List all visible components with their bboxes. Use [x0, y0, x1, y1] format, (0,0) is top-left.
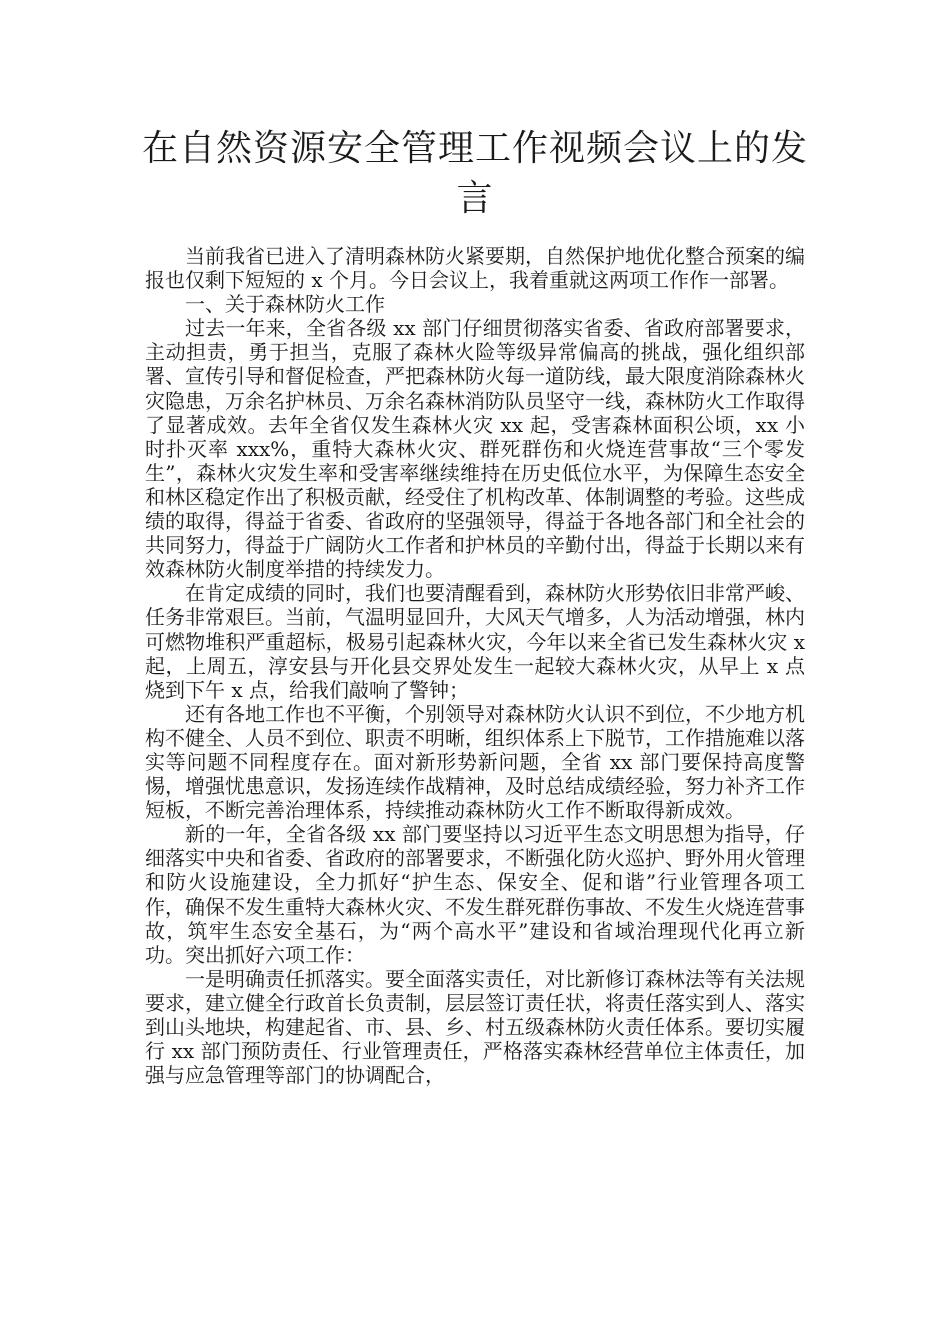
paragraph-imbalance: 还有各地工作也不平衡，个别领导对森林防火认识不到位，不少地方机构不健全、人员不到位、职责不明晰，组织体系上下脱节，工作措施难以落实等问题不同程度存在。面对新形势新问题，全省 xx 部门要保持高度警惕，增强忧患意识，发扬连续作战精神，及时总结成绩经验，努力补齐工作短板，不断完善治理体系，持续推动森林防火工作不断取得新成效。	[145, 701, 805, 823]
paragraph-situation: 在肯定成绩的同时，我们也要清醒看到，森林防火形势依旧非常严峻、任务非常艰巨。当前，气温明显回升，大风天气增多，人为活动增强，林内可燃物堆积严重超标，极易引起森林火灾，今年以来全省已发生森林火灾 x 起，上周五，淳安县与开化县交界处发生一起较大森林火灾，从早上 x 点烧到下午 x 点，给我们敲响了警钟；	[145, 581, 805, 702]
paragraph-new-year: 新的一年，全省各级 xx 部门要坚持以习近平生态文明思想为指导，仔细落实中央和省委、省政府的部署要求，不断强化防火巡护、野外用火管理和防火设施建设，全力抓好“护生态、保安全、促和谐”行业管理各项工作，确保不发生重特大森林火灾、不发生群死群伤事故、不发生火烧连营事故，筑牢生态安全基石，为“两个高水平”建设和省域治理现代化再立新功。突出抓好六项工作：	[145, 822, 805, 967]
document-title: 在自然资源安全管理工作视频会议上的发言	[141, 128, 808, 219]
paragraph-intro: 当前我省已进入了清明森林防火紧要期，自然保护地优化整合预案的编报也仅剩下短短的 x 个月。今日会议上，我着重就这两项工作作一部署。	[145, 244, 805, 293]
section-heading-forest-fire: 一、关于森林防火工作	[185, 292, 385, 317]
paragraph-responsibility: 一是明确责任抓落实。要全面落实责任，对比新修订森林法等有关法规要求，建立健全行政首长负责制，层层签订责任状，将责任落实到人、落实到山头地块，构建起省、市、县、乡、村五级森林防火责任体系。要切实履行 xx 部门预防责任、行业管理责任，严格落实森林经营单位主体责任，加强与应急管理等部门的协调配合，	[145, 966, 805, 1088]
paragraph-achievements: 过去一年来，全省各级 xx 部门仔细贯彻落实省委、省政府部署要求，主动担责，勇于担当，克服了森林火险等级异常偏高的挑战，强化组织部署、宣传引导和督促检查，严把森林防火每一道防线，最大限度消除森林火灾隐患，万余名护林员、万余名森林消防队员坚守一线，森林防火工作取得了显著成效。去年全省仅发生森林火灾 xx 起，受害森林面积公顷，xx 小时扑灭率 xxx%，重特大森林火灾、群死群伤和火烧连营事故“三个零发生”，森林火灾发生率和受害率继续维持在历史低位水平，为保障生态安全和林区稳定作出了积极贡献，经受住了机构改革、体制调整的考验。这些成绩的取得，得益于省委、省政府的坚强领导，得益于各地各部门和全社会的共同努力，得益于广阔防火工作者和护林员的辛勤付出，得益于长期以来有效森林防火制度举措的持续发力。	[145, 316, 805, 582]
document-body	[145, 244, 805, 1087]
